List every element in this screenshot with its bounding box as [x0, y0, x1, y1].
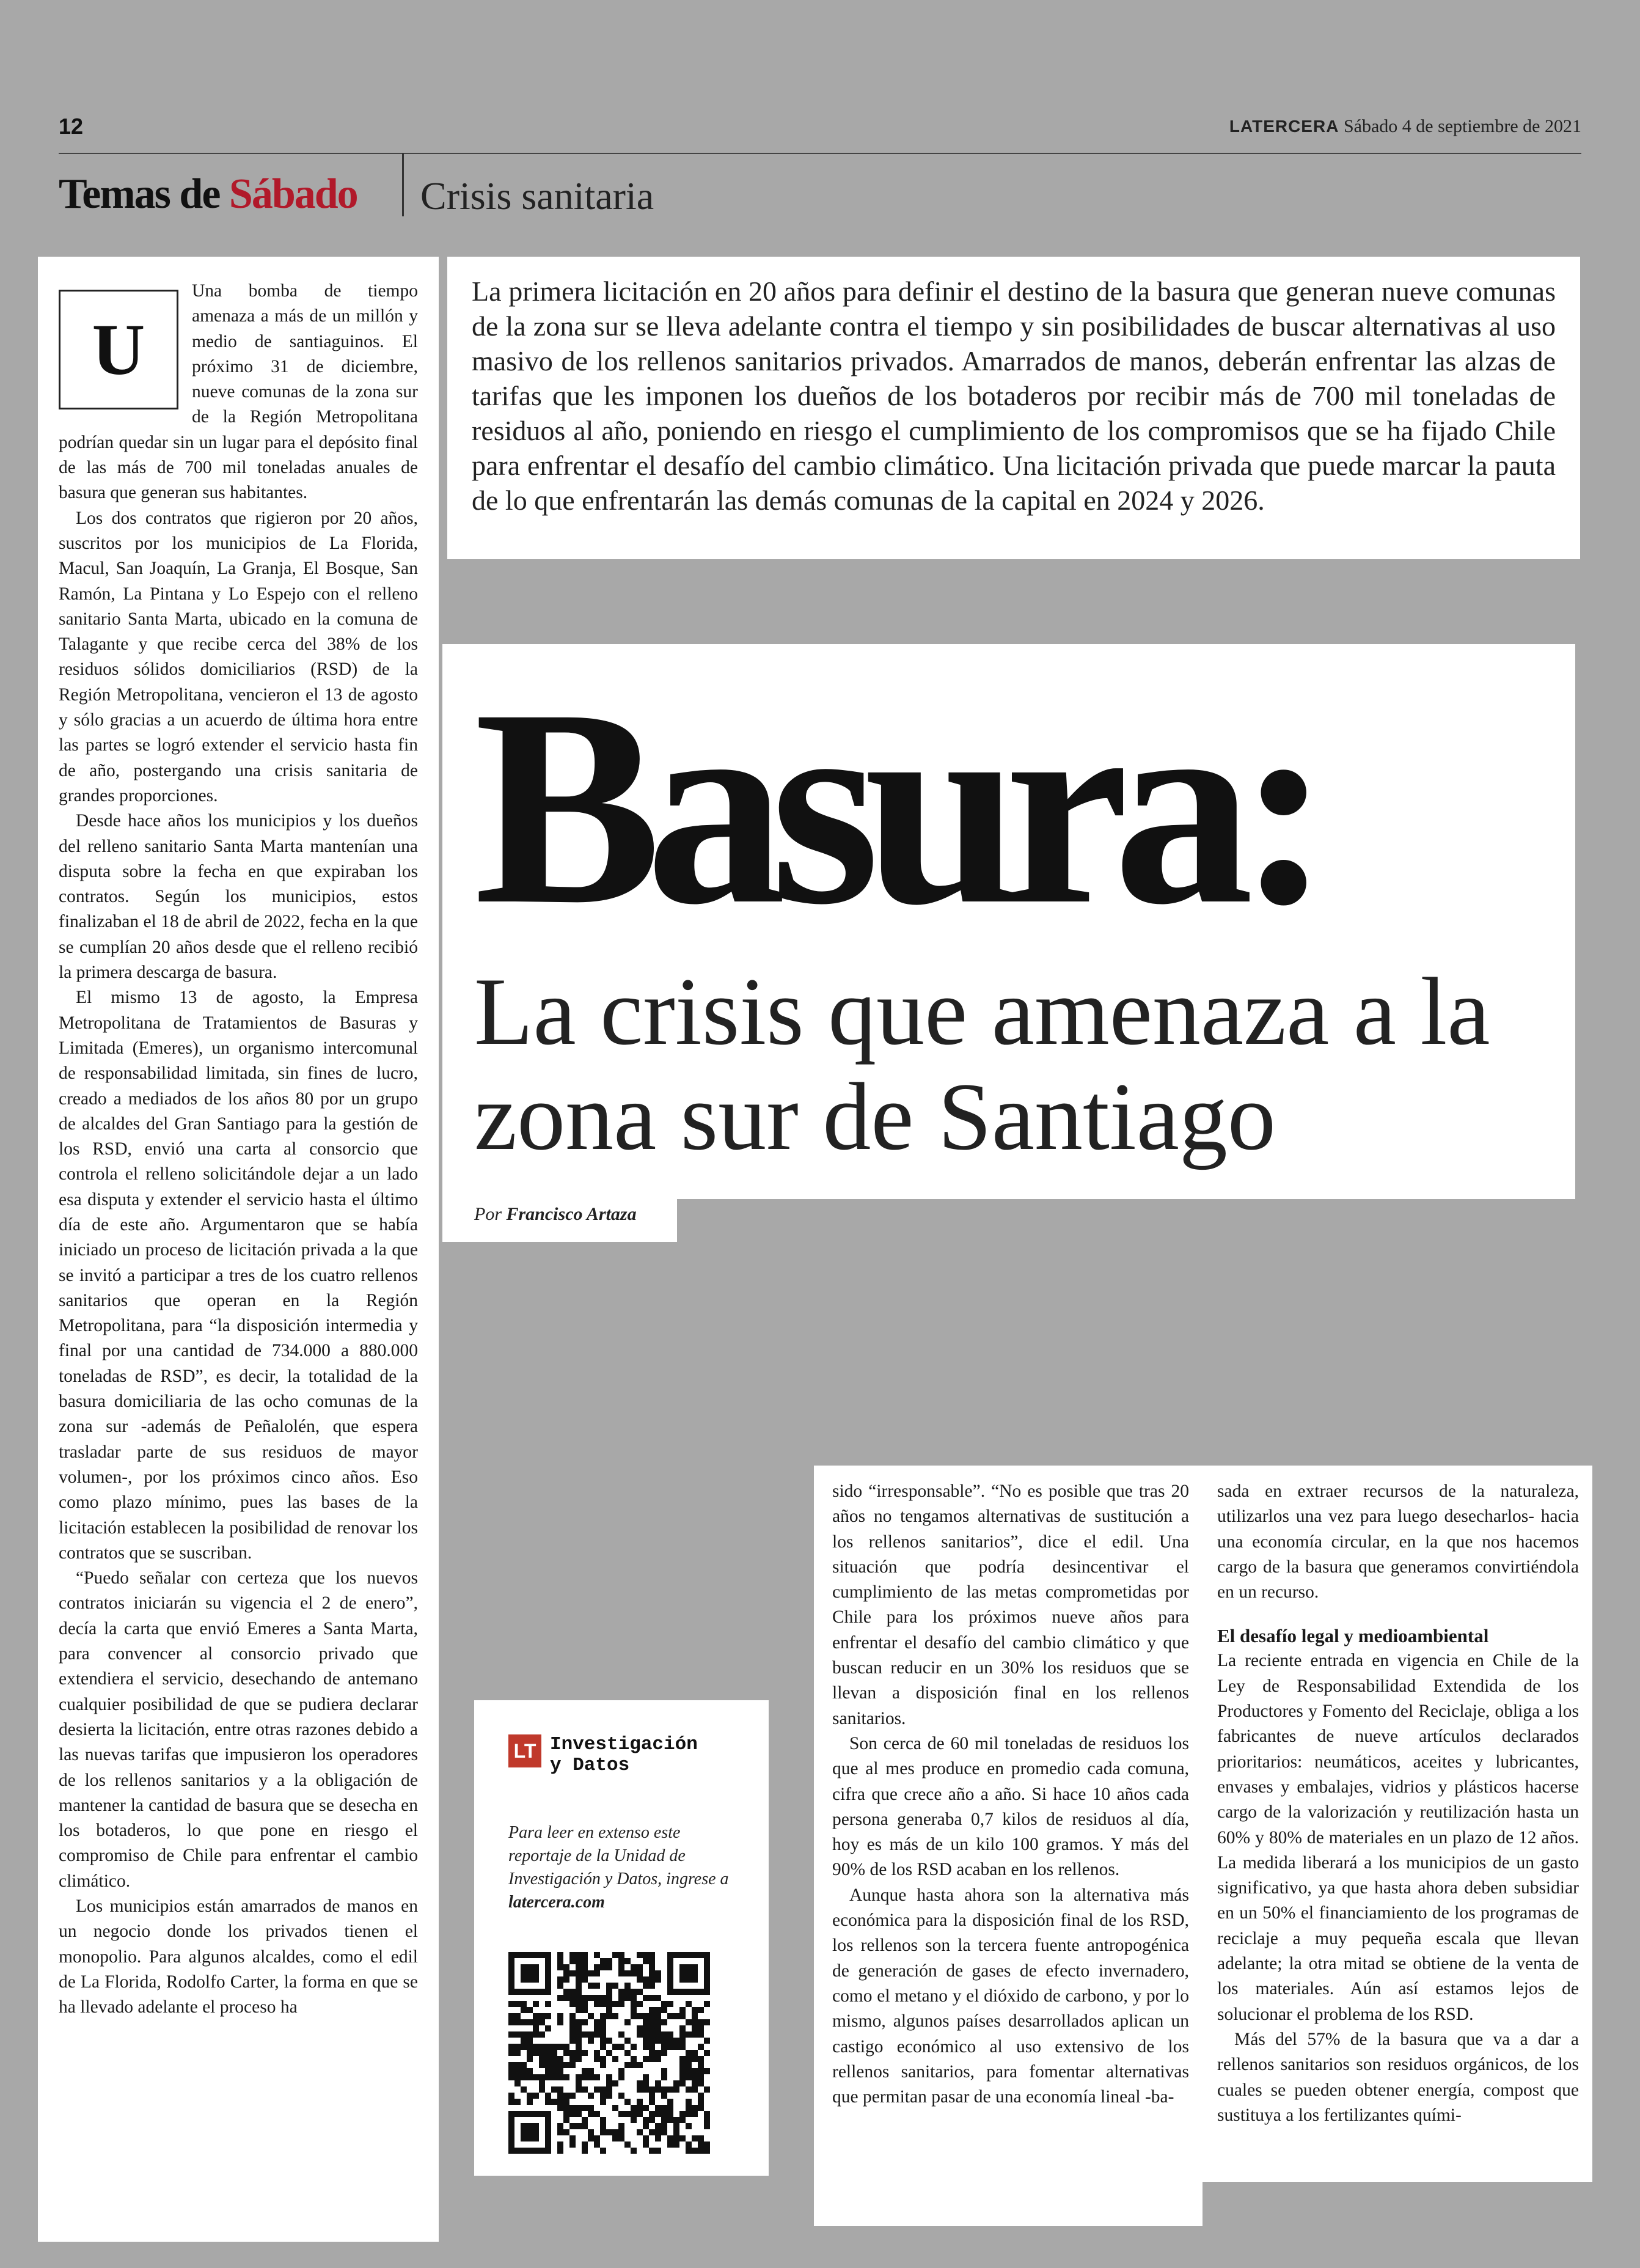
masthead-date	[1229, 116, 1581, 137]
qr-code-icon[interactable]	[508, 1952, 710, 2154]
article-paragraph: Desde hace años los municipios y los dueños del relleno sanitario Santa Marta mantenían una disputa sobre la fecha en que expiraban los contratos. Según los municipios, estos finalizaban el 18 de abril de 2022, fecha en la que se cumplían 20 años desde que el relleno recibió la primera descarga de basura.	[59, 811, 418, 983]
article-paragraph: sido “irresponsable”. “No es posible que tras 20 años no tengamos alternativas de sustitución a los rellenos sanitarios”, dice el edil. Una situación que podría desincentivar el cumplimiento de las metas comprometidas por Chile para los próximos nueve años para enfrentar el desafío del cambio climático y que buscan reducir en un 30% los residuos que se llevan a disposición final en los rellenos sanitarios.	[832, 1481, 1189, 1728]
byline-prefix: Por	[474, 1204, 502, 1224]
brand-name: LATERCERA	[1229, 117, 1339, 136]
issue-date: Sábado 4 de septiembre de 2021	[1343, 116, 1581, 136]
headline: Basura:	[474, 651, 1316, 963]
article-paragraph: La reciente entrada en vigencia en Chile de la Ley de Responsabilidad Extendida de los Productores y Fomento del Reciclaje, obliga a los fabricantes de nueve artículos declarados prioritarios: neumáticos, aceites y lubricantes, envases y embalajes, vidrios y plásticos hacerse cargo de la valorización y reutilización hasta un 60% y 80% de materiales en un plazo de 12 años. La medida liberará a los municipios de un gasto significativo, ya que hasta ahora deben subsidiar en un 50% el financiamiento de los programas de reciclaje a muy pequeña escala que llevan adelante; la otra mitad se obtiene de la venta de los materiales. Aún así estamos lejos de solucionar el problema de los RSD.	[1217, 1651, 1579, 2024]
section-title-part2: Sábado	[229, 171, 357, 218]
article-paragraph: Más del 57% de la basura que va a dar a rellenos sanitarios son residuos orgánicos, de los cuales se pueden obtener energía, compost que sustituya a los fertilizantes quími-	[1217, 2029, 1579, 2125]
article-paragraph: sada en extraer recursos de la naturaleza, utilizarlos una vez para luego desecharlos- hacia una economía circular, en la que nos hacemos cargo de la basura que generamos convirtiéndola en un recurso.	[1217, 1481, 1579, 1602]
left-article-column	[38, 257, 439, 2242]
article-paragraph: Son cerca de 60 mil toneladas de residuos los que al mes produce en promedio cada comuna, cifra que crece año a año. Si hace 10 años cada persona generaba 0,7 kilos de residuos al día, hoy es más de un kilo 100 gramos. Y más del 90% de los RSD acaban en los rellenos.	[832, 1733, 1189, 1880]
article-column-3	[1201, 1466, 1592, 2182]
drop-cap: U	[59, 290, 178, 409]
section-divider	[402, 153, 404, 216]
subheadline: La crisis que amenaza a la zona sur de Santiago	[474, 958, 1490, 1170]
lt-logo-icon: LT	[508, 1734, 541, 1767]
page-number: 12	[59, 114, 84, 139]
promo-header	[508, 1734, 734, 1776]
article-paragraph: “Puedo señalar con certeza que los nuevos contratos iniciarán su vigencia el 2 de enero”, decía la carta que envió Emeres a Santa Marta, para convencer al consorcio privado que extendiera el servicio, desechando de antemano cualquier posibilidad de que se pudiera declarar desierta la licitación, entre otras razones debido a las nuevas tarifas que impusieron los operadores de los rellenos sanitarios y a la obligación de mantener la cantidad de basura que se desecha en los botaderos, lo que pone en riesgo el compromiso de Chile para enfrentar el cambio climático.	[59, 1568, 418, 1891]
article-paragraph: Una bomba de tiempo amenaza a más de un millón y medio de santiaguinos. El próximo 31 de diciembre, nueve comunas de la zona sur de la Región Metropolitana podrían quedar sin un lugar para el depósito final de las más de 700 mil toneladas anuales de basura que generan sus habitantes.	[59, 281, 418, 503]
promo-label	[550, 1734, 698, 1776]
section-subtitle: Crisis sanitaria	[420, 174, 654, 218]
byline-author: Francisco Artaza	[506, 1204, 637, 1224]
article-paragraph: Los dos contratos que rigieron por 20 años, suscritos por los municipios de La Florida, Macul, San Joaquín, La Granja, El Bosque, San Ramón, La Pintana y Lo Espejo con el relleno sanitario Santa Marta, ubicado en la comuna de Talagante y que recibe cerca del 38% de los residuos sólidos domiciliarios (RSD) de la Región Metropolitana, vencieron el 13 de agosto y sólo gracias a un acuerdo de última hora entre las partes se logró extender el servicio hasta fin de año, postergando una crisis sanitaria de grandes proporciones.	[59, 508, 418, 806]
promo-label-line1: Investigación	[550, 1734, 698, 1755]
byline	[474, 1204, 637, 1225]
promo-url[interactable]: latercera.com	[508, 1893, 605, 1912]
investigation-promo	[474, 1700, 769, 2176]
article-subheading: El desafío legal y medioambiental	[1217, 1625, 1489, 1647]
article-paragraph: El mismo 13 de agosto, la Empresa Metropolitana de Tratamientos de Basuras y Limitada (Emeres), un organismo intercomunal de responsabilidad limitada, sin fines de lucro, creado a mediados de los años 80 por un grupo de alcaldes del Gran Santiago para la gestión de los RSD, envió una carta al consorcio que controla el relleno solicitándole dejar a un lado esa disputa y extender el servicio hasta el último día de este año. Argumentaron que se había iniciado un proceso de licitación privada a la que se invitó a participar a tres de los cuatro rellenos sanitarios que operan en la Región Metropolitana, para “la disposición intermedia y final por una cantidad de 734.000 a 880.000 toneladas de RSD”, es decir, la totalidad de la basura domiciliaria de las ocho comunas de la zona sur -además de Peñalolén, que espera trasladar parte de sus residuos de mayor volumen-, por los próximos cinco años. Eso como plazo mínimo, pues las bases de la licitación establecen la posibilidad de renovar los contratos que se suscriban.	[59, 988, 418, 1563]
header-rule	[59, 153, 1581, 154]
lede-box	[447, 257, 1580, 559]
article-paragraph: Los municipios están amarrados de manos en un negocio donde los privados tienen el monopolio. Para algunos alcaldes, como el edil de La Florida, Rodolfo Carter, la forma en que se ha llevado adelante el proceso ha	[59, 1896, 418, 2017]
lede-text: La primera licitación en 20 años para definir el destino de la basura que generan nueve comunas de la zona sur se lleva adelante contra el tiempo y sin posibilidades de buscar alternativas al uso masivo de los rellenos sanitarios privados. Amarrados de manos, deberán enfrentar las alzas de tarifas que les imponen los dueños de los botaderos por recibir más de 700 mil toneladas de residuos al año, poniendo en riesgo el cumplimiento de los compromisos que se ha fijado Chile para enfrentar el desafío del cambio climático. Una licitación privada que puede marcar la pauta de lo que enfrentarán las demás comunas de la capital en 2024 y 2026.	[472, 276, 1556, 516]
section-title	[59, 170, 357, 219]
article-column-2	[814, 1466, 1203, 2226]
promo-label-line2: y Datos	[550, 1755, 630, 1776]
section-title-part1: Temas de	[59, 171, 220, 218]
article-paragraph: Aunque hasta ahora son la alternativa más económica para la disposición final de los RSD, los rellenos son la tercera fuente antropogénica de generación de gases de efecto invernadero, como el metano y el dióxido de carbono, y por lo mismo, algunos países desarrollados aplican un castigo económico al uso extensivo de los rellenos sanitarios, para fomentar alternativas que permitan pasar de una economía lineal -ba-	[832, 1885, 1189, 2107]
promo-text	[508, 1821, 734, 1914]
promo-description: Para leer en extenso este reportaje de la Unidad de Investigación y Datos, ingrese a	[508, 1823, 729, 1888]
